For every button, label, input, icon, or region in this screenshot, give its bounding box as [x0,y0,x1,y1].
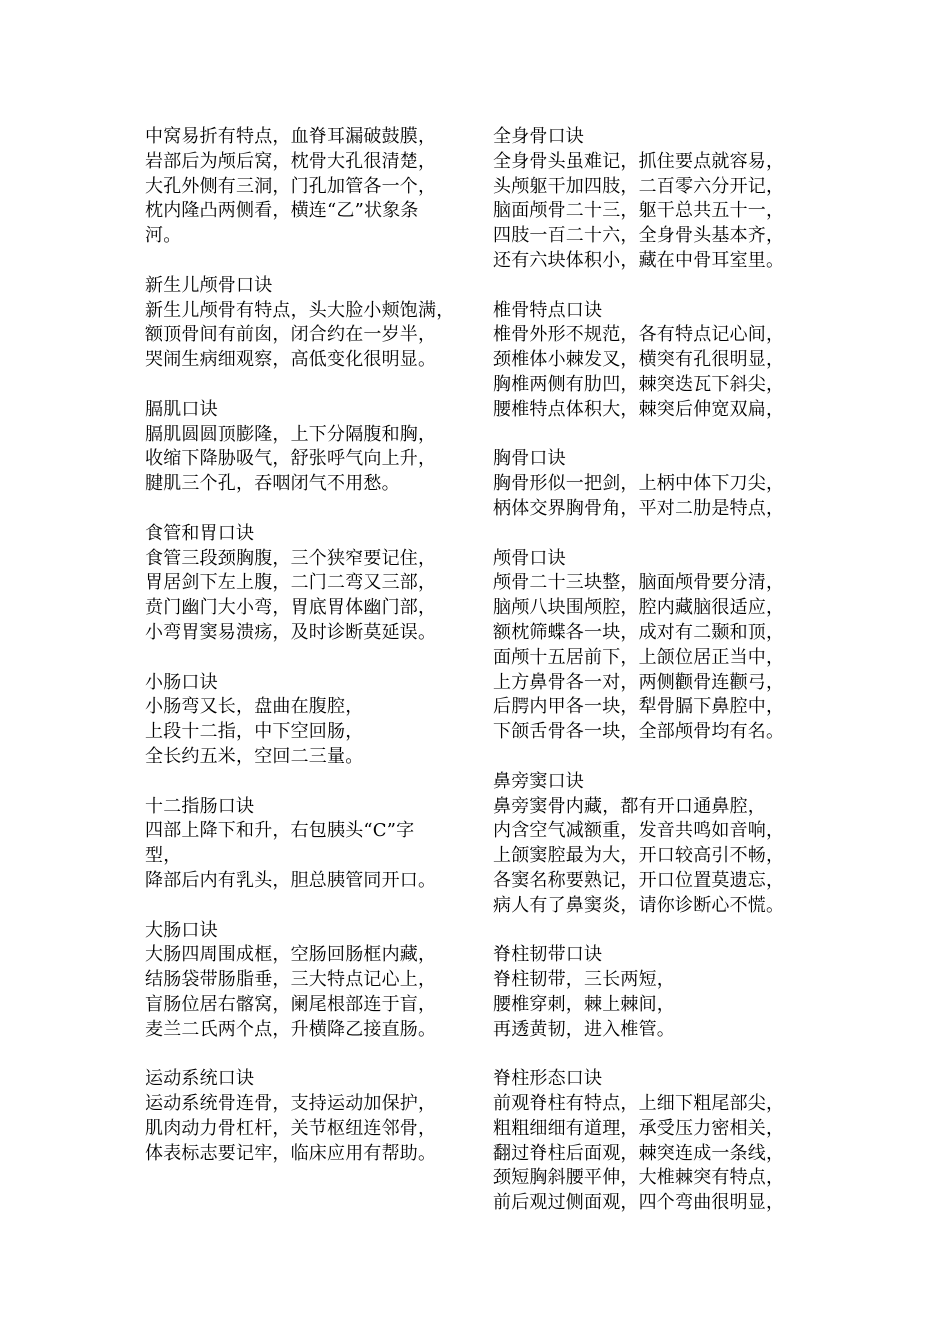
left-section [145,671,475,770]
verse-line: 颅骨二十三块整，脑面颅骨要分清， [493,572,785,594]
verse-line: 小弯胃窦易溃疡，及时诊断莫延误。 [145,621,437,643]
verse-line: 大肠四周围成框，空肠回肠框内藏， [145,944,437,966]
verse-line: 前后观过侧面观，四个弯曲很明显， [493,1192,785,1214]
verse-line: 河。 [145,225,182,247]
section-title: 新生儿颅骨口诀 [145,274,273,296]
verse-line: 膈肌圆圆顶膨隆，上下分隔腹和胸， [145,423,437,445]
right-section [493,1067,793,1216]
verse-line: 全长约五米，空回二三量。 [145,745,364,767]
verse-line: 上颌窦腔最为大，开口较高引不畅， [493,845,785,867]
section-title: 食管和胃口诀 [145,522,255,544]
section-gap [145,1042,475,1067]
left-column [145,125,475,1166]
section-gap [145,497,475,522]
left-section [145,522,475,646]
right-section [493,447,793,521]
verse-line: 收缩下降胁吸气，舒张呼气向上升， [145,448,437,470]
section-title: 运动系统口诀 [145,1068,255,1090]
verse-line: 颈椎体小棘发叉，横突有孔很明显， [493,349,785,371]
verse-line: 上方鼻骨各一对，两侧颧骨连颧弓， [493,671,785,693]
right-section [493,943,793,1042]
section-gap [145,249,475,274]
verse-line: 额顶骨间有前囱，闭合约在一岁半， [145,324,437,346]
verse-line: 再透黄韧，进入椎管。 [493,1018,675,1040]
section-title: 小肠口诀 [145,671,218,693]
verse-line: 降部后内有乳头，胆总胰管同开口。 [145,869,437,891]
section-title: 椎骨特点口诀 [493,299,603,321]
verse-line: 脊柱韧带，三长两短， [493,969,675,991]
right-column [493,125,793,1216]
verse-line: 食管三段颈胸腹，三个狭窄要记住， [145,547,437,569]
left-section [145,795,475,894]
right-section [493,770,793,919]
section-title: 全身骨口诀 [493,126,584,147]
verse-line: 盲肠位居右髂窝，阑尾根部连于盲， [145,993,437,1015]
section-title: 大肠口诀 [145,919,218,941]
section-gap [493,274,793,299]
verse-line: 胸骨形似一把剑，上柄中体下刀尖， [493,473,785,495]
left-section [145,919,475,1043]
verse-line: 腱肌三个孔，吞咽闭气不用愁。 [145,473,400,495]
left-section [145,274,475,373]
verse-line: 枕内隆凸两侧看，横连“乙”状象条 [145,200,419,222]
verse-line: 全身骨头虽难记，抓住要点就容易， [493,150,785,172]
section-title: 颅骨口诀 [493,547,566,569]
verse-line: 结肠袋带肠脂垂，三大特点记心上， [145,969,437,991]
verse-line: 各窦名称要熟记，开口位置莫遗忘， [493,869,785,891]
verse-line: 腰椎穿刺，棘上棘间， [493,993,675,1015]
section-title: 脊柱形态口诀 [493,1068,603,1090]
verse-line: 四肢一百二十六，全身骨头基本齐， [493,225,785,247]
verse-line: 贲门幽门大小弯，胃底胃体幽门部， [145,597,437,619]
verse-line: 胃居剑下左上腹，二门二弯又三部， [145,572,437,594]
right-section [493,125,793,274]
verse-line: 下颌舌骨各一块，全部颅骨均有名。 [493,721,785,743]
section-gap [145,373,475,398]
verse-line: 额枕筛蝶各一块，成对有二颞和顶， [493,621,785,643]
verse-line: 中窝易折有特点，血脊耳漏破鼓膜， [145,126,437,147]
section-gap [145,646,475,671]
verse-line: 型， [145,845,182,867]
section-title: 膈肌口诀 [145,398,218,420]
right-section [493,547,793,745]
section-gap [493,1042,793,1067]
verse-line: 运动系统骨连骨，支持运动加保护， [145,1093,437,1115]
verse-line: 上段十二指，中下空回肠， [145,721,364,743]
verse-line: 新生儿颅骨有特点，头大脸小颊饱满， [145,299,455,321]
verse-line: 小肠弯又长，盘曲在腹腔， [145,696,364,718]
left-section [145,125,475,249]
section-gap [493,919,793,944]
verse-line: 四部上降下和升，右包胰头“C”字 [145,820,415,842]
section-title: 脊柱韧带口诀 [493,944,603,966]
verse-line: 前观脊柱有特点，上细下粗尾部尖， [493,1093,785,1115]
verse-line: 面颅十五居前下，上颌位居正当中， [493,646,785,668]
verse-line: 脑面颅骨二十三，躯干总共五十一， [493,200,785,222]
verse-line: 鼻旁窦骨内藏，都有开口通鼻腔， [493,795,766,817]
verse-line: 肌肉动力骨杠杆，关节枢纽连邻骨， [145,1117,437,1139]
verse-line: 腰椎特点体积大，棘突后伸宽双扁， [493,398,785,420]
verse-line: 体表标志要记牢，临床应用有帮助。 [145,1142,437,1164]
verse-line: 粗粗细细有道理，承受压力密相关， [493,1117,785,1139]
verse-line: 岩部后为颅后窝，枕骨大孔很清楚， [145,150,437,172]
section-gap [145,894,475,919]
verse-line: 胸椎两侧有肋凹，棘突迭瓦下斜尖， [493,373,785,395]
verse-line: 后腭内甲各一块，犁骨膈下鼻腔中， [493,696,785,718]
verse-line: 柄体交界胸骨角，平对二肋是特点， [493,497,785,519]
verse-line: 哭闹生病细观察，高低变化很明显。 [145,349,437,371]
right-section [493,299,793,423]
left-section [145,398,475,497]
section-gap [145,770,475,795]
section-gap [493,745,793,770]
verse-line: 头颅躯干加四肢，二百零六分开记， [493,175,785,197]
verse-line: 翻过脊柱后面观，棘突连成一条线， [493,1142,785,1164]
section-title: 鼻旁窦口诀 [493,770,584,792]
verse-line: 还有六块体积小，藏在中骨耳室里。 [493,249,785,271]
verse-line: 颈短胸斜腰平伸，大椎棘突有特点， [493,1167,785,1189]
verse-line: 脑颅八块围颅腔，腔内藏脑很适应， [493,597,785,619]
section-title: 胸骨口诀 [493,448,566,470]
section-title: 十二指肠口诀 [145,795,255,817]
section-gap [493,423,793,448]
verse-line: 大孔外侧有三洞，门孔加管各一个， [145,175,437,197]
verse-line: 病人有了鼻窦炎，请你诊断心不慌。 [493,894,785,916]
verse-line: 椎骨外形不规范，各有特点记心间， [493,324,785,346]
left-section [145,1067,475,1166]
section-gap [493,522,793,547]
verse-line: 麦兰二氏两个点，升横降乙接直肠。 [145,1018,437,1040]
verse-line: 内含空气减额重，发音共鸣如音响， [493,820,785,842]
